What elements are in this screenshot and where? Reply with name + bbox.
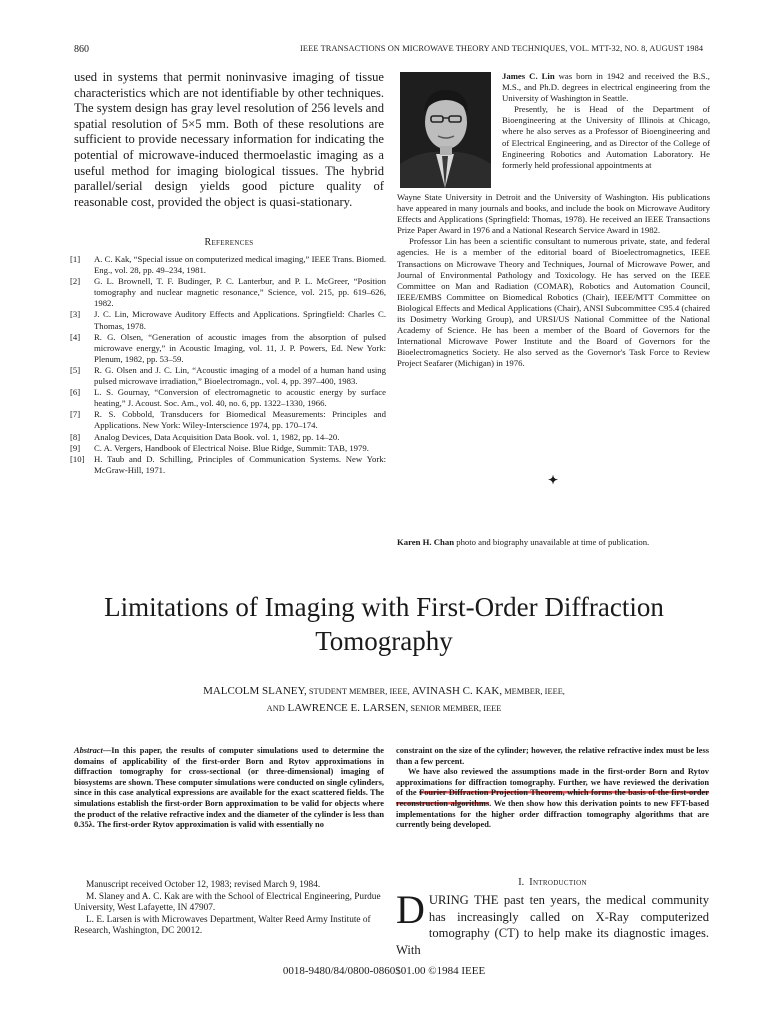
article-title: Limitations of Imaging with First-Order Diffraction Tomography xyxy=(104,592,664,656)
abstract-label: Abstract xyxy=(74,746,103,755)
biography-lin-bottom xyxy=(397,192,710,370)
reference-item: [7] R. S. Cobbold, Transducers for Biomedical Measurements: Principles and Applications. New York: Wiley-Interscience 1974, pp. 170–174. xyxy=(70,409,386,431)
copyright-line: 0018-9480/84/0800-0860$01.00 ©1984 IEEE xyxy=(282,965,486,977)
bio-third-paragraph: Professor Lin has been a scientific consultant to numerous private, state, and federal agencies. He is a member of the editorial board of Bioelectromagnetics, IEEE Transactions on Microwave Theory and Techniques, Journal of Microwave Power, and Journal of Environmental Pathology and Toxicology. He has served on the IEEE Committee on Man and Radiation (COMAR), Robotics and Automation Council, IEEE/EMBS Committee on Biomedical Robotics (Chair), IEEE/MTT Committee on Biological Effects and Medical Applications (Chair), ANSI Subcommittee C95.4 (chaired its Dosimetry Working Group), and URSI/US National Committee of the National Academy of Science. He has been a member of the Board of Governors for the International Microwave Power Institute and the Board of Governors for the Bioelectromagnetics Society. He also served as the Governor's Task Force to Review Project Seafarer (Michigan) in 1976. xyxy=(397,236,710,369)
running-title: IEEE TRANSACTIONS ON MICROWAVE THEORY AND TECHNIQUES, VOL. MTT-32, NO. 8, AUGUST 1984 xyxy=(300,44,704,53)
reference-item: [1] A. C. Kak, “Special issue on computerized medical imaging,” IEEE Trans. Biomed. Eng., vol. 28, pp. 49–234, 1981. xyxy=(70,254,386,276)
bio-second-paragraph-top: Presently, he is Head of the Department of Bioengineering at the University of Illinois at Chicago, where he also serves as a Professor of Bioengineering and of Electrical Engineering, and as Director of the College of Engineering Robotics and Automation Laboratory. He formerly held professional appointments at xyxy=(502,104,710,170)
biography-lin-top xyxy=(502,71,710,171)
reference-item: [2] G. L. Brownell, T. F. Budinger, P. C. Lanterbur, and P. L. McGreer, “Position tomography and nuclear magnetic resonance,” Science, vol. 215, pp. 619–626, 1982. xyxy=(70,276,386,309)
references-heading: References xyxy=(204,237,254,248)
reference-item: [3] J. C. Lin, Microwave Auditory Effects and Applications. Springfield: Charles C. Thomas, 1978. xyxy=(70,309,386,331)
section-separator: ✦ xyxy=(548,473,559,487)
introduction-heading: I. Introduction xyxy=(518,877,587,888)
reference-item: [4] R. G. Olsen, “Generation of acoustic images from the absorption of pulsed microwave energy,” in Acoustic Imaging, vol. 11, J. P. Powers, Ed. New York: Plenum, 1982, pp. 53–59. xyxy=(70,331,386,364)
reference-item: [5] R. G. Olsen and J. C. Lin, “Acoustic imaging of a model of a human hand using pulsed microwave irradiation,” Bioelectromagn., vol. 4, pp. 397–400, 1983. xyxy=(70,364,386,387)
article-authors: MALCOLM SLANEY, STUDENT MEMBER, IEEE, AVINASH C. KAK, MEMBER, IEEE, AND LAWRENCE E. LARSEN, SENIOR MEMBER, IEEE xyxy=(203,685,565,714)
drop-cap: D xyxy=(396,887,425,932)
abstract-right: constraint on the size of the cylinder; however, the relative refractive index must be less than a few percent. We have also reviewed the assumptions made in the first-order Born and Rytov approximations for diffraction tomography. Further, we have reviewed the derivation of the Fourier Diffraction Projection Theorem, which forms the basis of the first-order reconstruction algorithms. We then show how this derivation points to new FFT-based implementations for the higher order diffraction tomography algorithms that are currently being developed. xyxy=(396,746,709,830)
biography-chan: Karen H. Chan photo and biography unavailable at time of publication. xyxy=(397,537,650,547)
bio-first-paragraph: was born in 1942 and received the B.S., M.S., and Ph.D. degrees in electrical engineering from the University of Washington in Seattle. xyxy=(502,71,710,104)
bio-author-name: Karen H. Chan xyxy=(397,537,455,547)
manuscript-footnote: Manuscript received October 12, 1983; revised March 9, 1984. M. Slaney and A. C. Kak are with the School of Electrical Engineering, Purdue University, West Lafayette, IN 47907. L. E. Larsen is with Microwaves Department, Walter Reed Army Institute of Research, Washington, DC 20012. xyxy=(74,880,381,937)
previous-article-body: used in systems that permit noninvasive imaging of tissue characteristics which are not identifiable by other techniques. The system design has gray level resolution of 256 levels and spatial resolution of 5×5 mm. Both of these resolutions are sufficient to provide necessary information for indicating the potential of microwave-induced thermoelastic imaging as a useful method for imaging biological tissues. The hybrid parallel/serial design yields good picture quality of reasonable cost, provided the object is quasi-stationary. xyxy=(74,70,384,209)
author-photo xyxy=(400,72,491,188)
reference-item: [8] Analog Devices, Data Acquisition Data Book. vol. 1, 1982, pp. 14–20. xyxy=(70,431,340,442)
reference-item: [9] C. A. Vergers, Handbook of Electrical Noise. Blue Ridge, Summit: TAB, 1979. xyxy=(70,442,369,453)
reference-item: [6] L. S. Gournay, “Conversion of electromagnetic to acoustic energy by surface heating,” J. Acoust. Soc. Am., vol. 40, no. 6, pp. 1322–1330, 1966. xyxy=(70,387,386,409)
abstract-left: Abstract—In this paper, the results of computer simulations used to determine the domains of applicability of the first-order Born and Rytov approximations in diffraction tomography for cross-sectional (or three-dimensional) imaging of biosystems are shown. These computer simulations were conducted on single cylinders, since in this case analytical expressions are available for the exact scattered fields. The simulations establish the first-order Born approximation to be valid for objects where the product of the relative refractive index and the diameter of the cylinder is less than 0.35λ. The first-order Rytov approximation is valid with essentially no xyxy=(74,746,384,830)
bio-second-paragraph-bottom: Wayne State University in Detroit and the University of Washington. His publications have appeared in many journals and books, and include the book on Microwave Auditory Effects and Applications (Springfield: Thomas, 1978). He received an IEEE Transactions Prize Paper Award in 1976 and a National Research Service Award in 1982. xyxy=(397,192,710,236)
reference-item: [10] H. Taub and D. Schilling, Principles of Communication Systems. New York: McGraw-Hill, 1971. xyxy=(70,453,386,475)
introduction-text: DURING THE past ten years, the medical community has increasingly called on X-Ray computerized tomography (CT) to help make its diagnostic images. With xyxy=(396,887,709,957)
references-list xyxy=(70,254,386,476)
page-number: 860 xyxy=(74,44,89,55)
highlighted-text: Fourier Diffraction Projection Theorem, which forms the basis of the first-order reconstruction algorithms xyxy=(396,788,709,808)
bio-author-name: James C. Lin xyxy=(502,71,555,81)
